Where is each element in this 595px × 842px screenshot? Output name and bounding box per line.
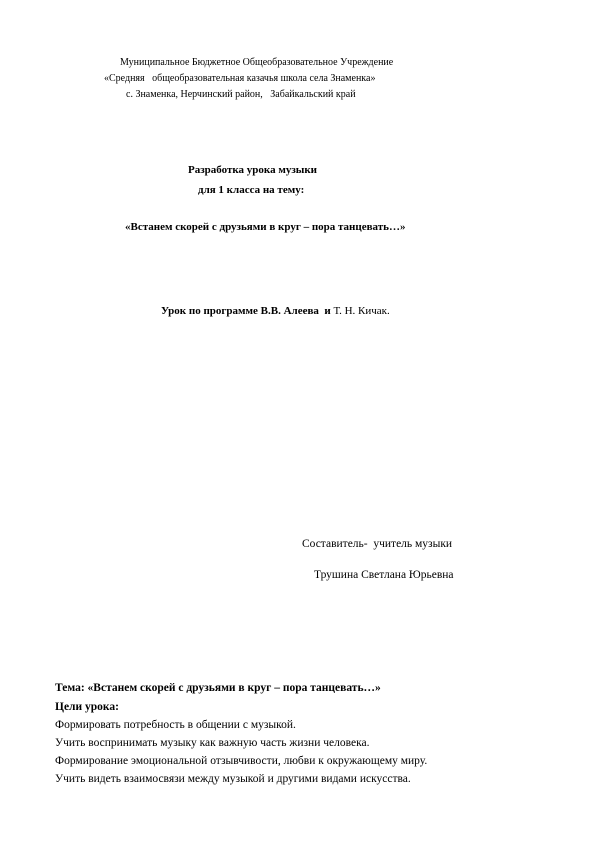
title-line-2: для 1 класса на тему: [198,184,305,196]
program-bold-text: Урок по программе В.В. Алеева и [161,305,334,317]
program-line [150,295,390,328]
program-authors-text: Т. Н. Кичак. [333,305,390,317]
goal-item: Учить видеть взаимосвязи между музыкой и другими видами искусства. [55,773,411,785]
goals-heading: Цели урока: [55,701,119,713]
title-line-1: Разработка урока музыки [188,164,318,176]
author-role: Составитель- учитель музыки [302,538,453,550]
school-full-name-line: «Средняя общеобразовательная казачья школа села Знаменка» [104,73,376,84]
school-name-line: Муниципальное Бюджетное Общеобразовательное Учреждение [120,57,394,68]
author-name: Трушина Светлана Юрьевна [314,569,454,581]
lesson-topic: Тема: «Встанем скорей с друзьями в круг – пора танцевать…» [55,682,381,694]
goal-item: Формировать потребность в общении с музыкой. [55,719,296,731]
lesson-title: «Встанем скорей с друзьями в круг – пора танцевать…» [125,221,406,233]
school-address-line: с. Знаменка, Нерчинский район, Забайкальский край [126,89,356,100]
goal-item: Учить воспринимать музыку как важную часть жизни человека. [55,737,370,749]
goal-item: Формирование эмоциональной отзывчивости, любви к окружающему миру. [55,755,428,767]
